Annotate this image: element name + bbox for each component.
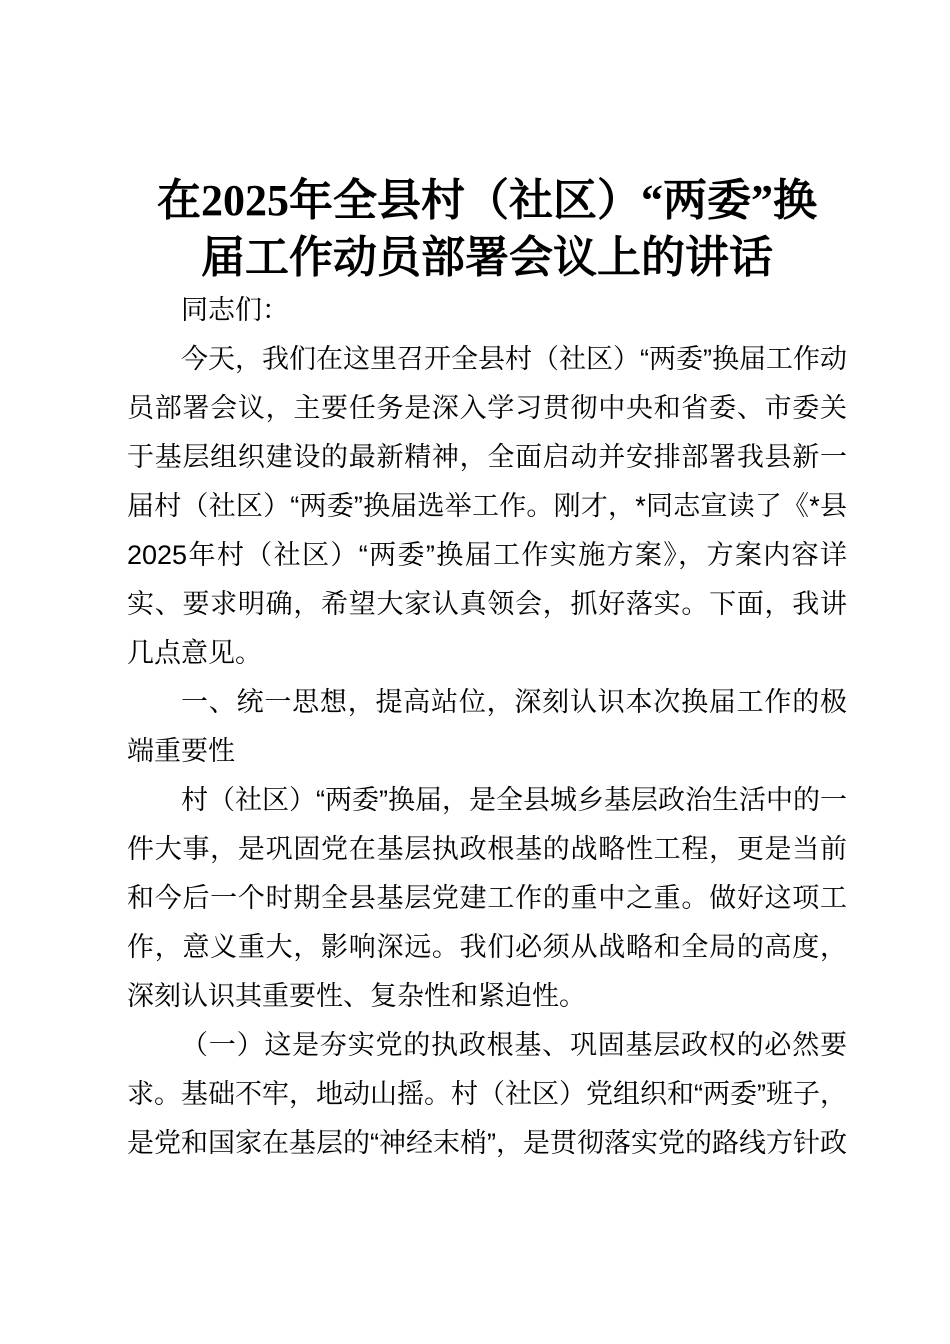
paragraph-opening: 今天，我们在这里召开全县村（社区）“两委”换届工作动员部署会议，主要任务是深入学习贯彻中央和省委、市委关于基层组织建设的最新精神，全面启动并安排部署我县新一届村（社区）“两委”换届选举工作。刚才，*同志宣读了《*县2025年村（社区）“两委”换届工作实施方案》，方案内容详实、要求明确，希望大家认真领会，抓好落实。下面，我讲几点意见。 <box>127 344 847 668</box>
document-title <box>127 172 847 286</box>
paragraph-section-heading-1: 一、统一思想，提高站位，深刻认识本次换届工作的极端重要性 <box>127 687 847 766</box>
paragraph-section-1-body: 村（社区）“两委”换届，是全县城乡基层政治生活中的一件大事，是巩固党在基层执政根基的战略性工程，更是当前和今后一个时期全县基层党建工作的重中之重。做好这项工作，意义重大，影响深远。我们必须从战略和全局的高度，深刻认识其重要性、复杂性和紧迫性。 <box>127 785 847 1011</box>
document-title-line-2: 届工作动员部署会议上的讲话 <box>201 233 773 282</box>
paragraph-salutation: 同志们： <box>181 295 289 325</box>
document-title-line-1: 在2025年全县村（社区）“两委”换 <box>157 176 817 225</box>
paragraph-subsection-1: （一）这是夯实党的执政根基、巩固基层政权的必然要求。基础不牢，地动山摇。村（社区）党组织和“两委”班子，是党和国家在基层的“神经末梢”，是贯彻落实党的路线方针政 <box>127 1030 847 1158</box>
document-body <box>127 286 847 1168</box>
